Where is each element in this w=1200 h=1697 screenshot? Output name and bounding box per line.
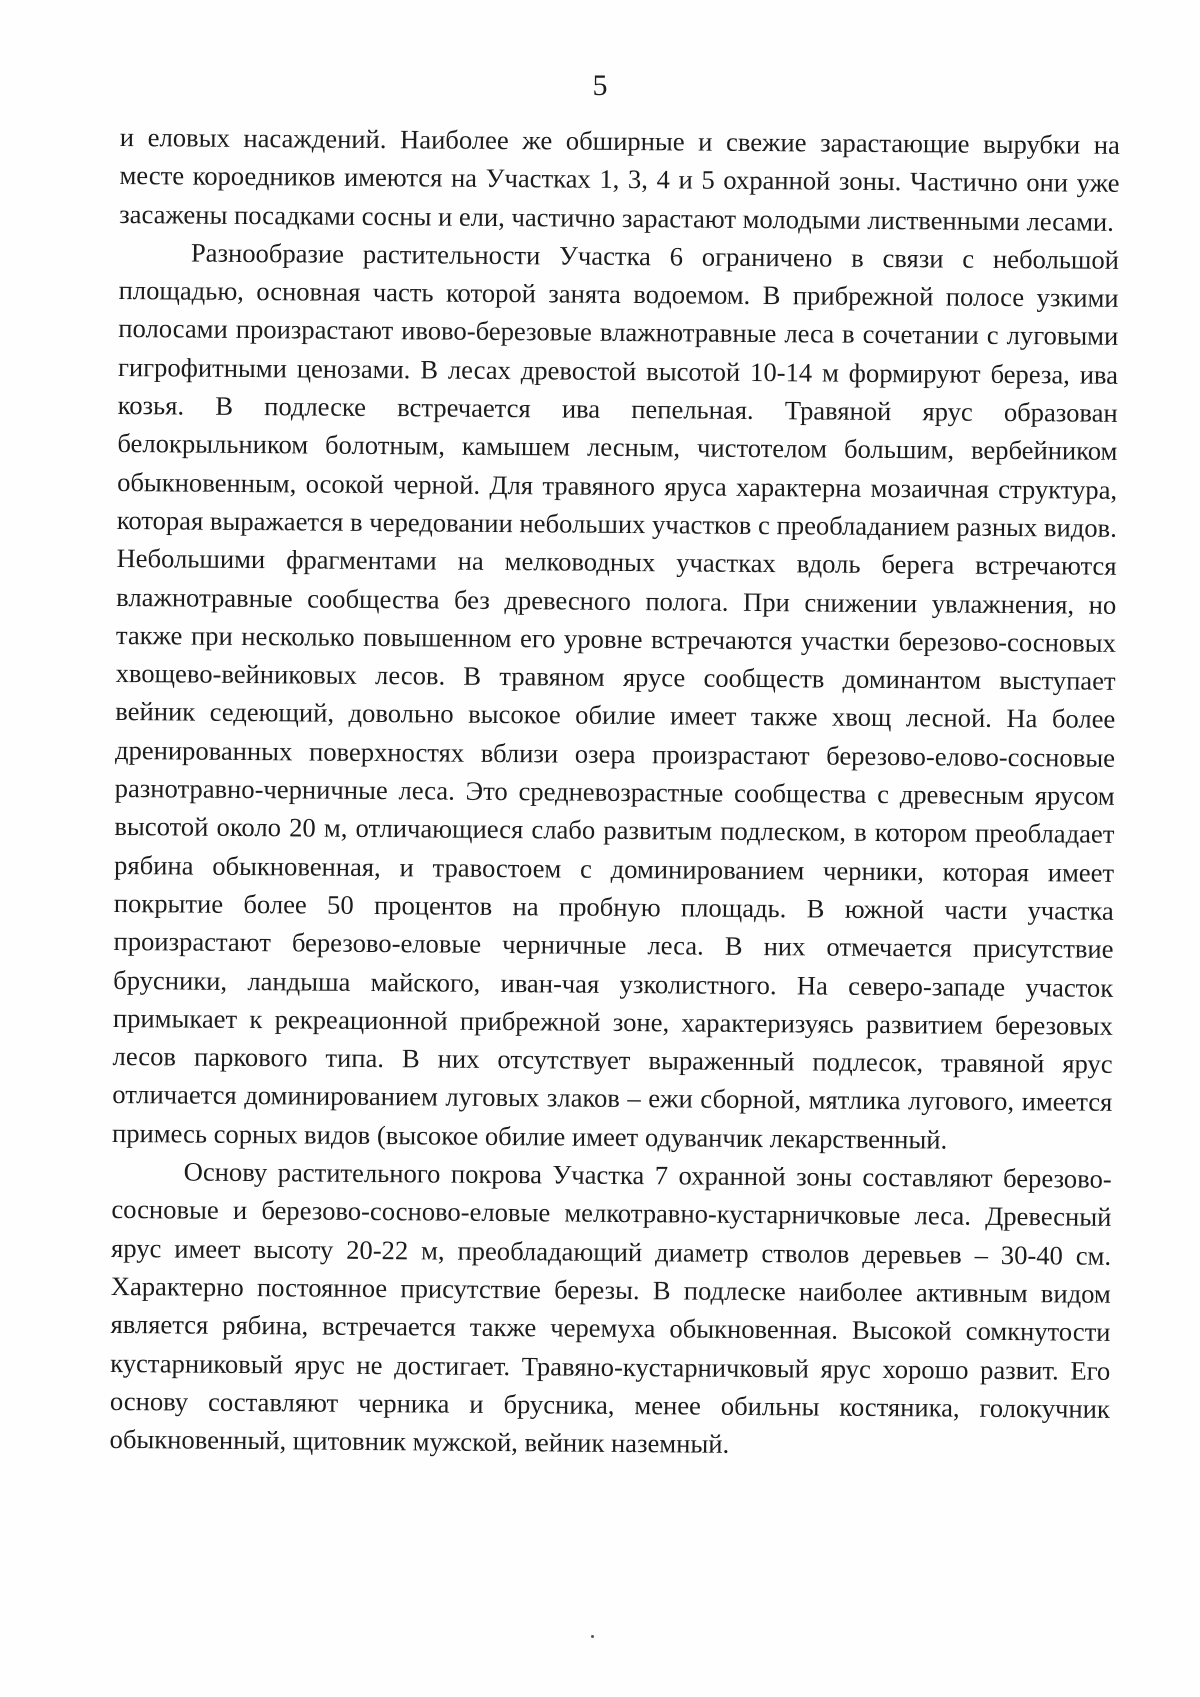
paragraph-continuation: и еловых насаждений. Наиболее же обширные и свежие зарастающие вырубки на месте короедников имеются на Участках 1, 3, 4 и 5 охранной зоны. Частично они уже засажены посадками сосны и ели, частично зарастают молодыми лиственными лесами. <box>119 121 1120 237</box>
paragraph-plot-6: Разнообразие растительности Участка 6 ограничено в связи с небольшой площадью, основная часть которой занята водоемом. В прибрежной полосе узкими полосами произрастают ивово-березовые влажнотравные леса в сочетании с луговыми гигрофитными ценозами. В лесах древостой высотой 10-14 м формируют береза, ива козья. В подлеске встречается ива пепельная. Травяной ярус образован белокрыльником болотным, камышем лесным, чистотелом большим, вербейником обыкновенным, осокой черной. Для травяного яруса характерна мозаичная структура, которая выражается в чередовании небольших участков с преобладанием разных видов. Небольшими фрагментами на мелководных участках вдоль берега встречаются влажнотравные сообщества без древесного полога. При снижении увлажнения, но также при несколько повышенном его уровне встречаются участки березово-сосновых хвощево-вейниковых лесов. В травяном ярусе сообществ доминантом выступает вейник седеющий, довольно высокое обилие имеет также хвощ лесной. На более дренированных поверхностях вблизи озера произрастают березово-елово-сосновые разнотравно-черничные леса. Это средневозрастные сообщества с древесным ярусом высотой около 20 м, отличающиеся слабо развитым подлеском, в котором преобладает рябина обыкновенная, и травостоем с доминированием черники, которая имеет покрытие более 50 процентов на пробную площадь. В южной части участка произрастают березово-еловые черничные леса. В них отмечается присутствие брусники, ландыша майского, иван-чая узколистного. На северо-западе участок примыкает к рекреационной прибрежной зоне, характеризуясь развитием березовых лесов паркового типа. В них отсутствует выраженный подлесок, травяной ярус отличается доминированием луговых злаков – ежи сборной, мятлика лугового, имеется примесь сорных видов (высокое обилие имеет одуванчик лекарственный. <box>111 237 1120 1155</box>
scan-dot <box>591 1635 594 1638</box>
paragraph-plot-7: Основу растительного покрова Участка 7 охранной зоны составляют березово-сосновые и березово-сосново-еловые мелкотравно-кустарничковые леса. Древесный ярус имеет высоту 20-22 м, преобладающий диаметр стволов деревьев – 30-40 см. Характерно постоянное присутствие березы. В подлеске наиболее активным видом является рябина, встречается также черемуха обыкновенная. Высокой сомкнутости кустарниковый ярус не достигает. Травяно-кустарничковый ярус хорошо развит. Его основу составляют черника и брусника, менее обильны костяника, голокучник обыкновенный, щитовник мужской, вейник наземный. <box>109 1156 1112 1459</box>
document-body <box>109 118 1119 1466</box>
page-number: 5 <box>592 69 608 102</box>
